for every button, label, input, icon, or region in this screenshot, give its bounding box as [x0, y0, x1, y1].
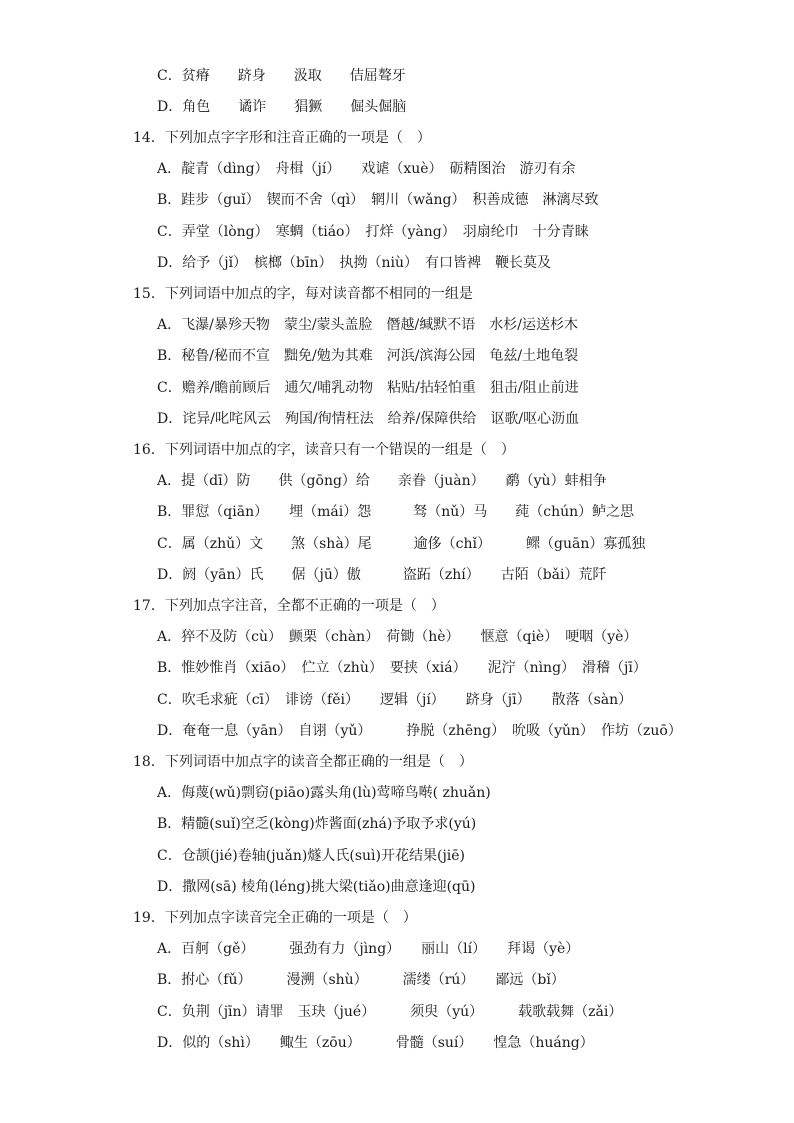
option-line: A．提（dī）防 供（gōng）给 亲眷（juàn） 鹬（yù）蚌相争	[157, 473, 607, 489]
option-line: D．奄奄一息（yān） 自诩（yǔ） 挣脱（zhēng） 吮吸（yǔn） 作坊（zuō）	[157, 723, 682, 739]
option-line: A．猝不及防（cù） 颤栗（chàn） 荷锄（hè） 惬意（qiè） 哽咽（yè）	[157, 629, 638, 645]
option-line: C．贫瘠 跻身 汲取 佶屈聱牙	[157, 68, 406, 84]
question-line: 18．下列词语中加点字的读音全都正确的一组是（ ）	[133, 754, 473, 770]
option-line: D．撒网(sā) 棱角(léng)挑大梁(tiǎo)曲意逢迎(qū)	[157, 879, 476, 895]
option-line: D．似的（shì） 鲰生（zōu） 骨髓（suí） 惶急（huáng）	[157, 1035, 594, 1051]
question-line: 19．下列加点字读音完全正确的一项是（ ）	[133, 910, 417, 926]
option-line: B．跬步（guǐ） 锲而不舍（qì） 辋川（wǎng） 积善成德 淋漓尽致	[157, 192, 599, 208]
option-line: C．负荆（jīn）请罪 玉玦（jué） 须臾（yú） 载歌载舞（zǎi）	[157, 1004, 623, 1020]
option-line: A．靛青（dìng） 舟楫（jí） 戏谑（xuè） 砺精图治 游刃有余	[157, 161, 576, 177]
question-line: 16．下列词语中加点的字，读音只有一个错误的一组是（ ）	[133, 442, 515, 458]
option-line: C．属（zhǔ）文 煞（shà）尾 逾侈（chǐ） 鳏（guān）寡孤独	[157, 536, 646, 552]
option-line: D．诧异/叱咤风云 殉国/徇情枉法 给养/保障供给 讴歌/呕心沥血	[157, 411, 580, 427]
option-line: C．弄堂（lòng） 寒蜩（tiáo） 打烊（yàng） 羽扇纶巾 十分青睐	[157, 224, 589, 240]
option-line: A．侮蔑(wǔ)剽窃(piāo)露头角(lù)莺啼鸟啭( zhuǎn)	[157, 785, 491, 801]
option-line: B．惟妙惟肖（xiāo） 伫立（zhù） 要挟（xiá） 泥泞（nìng） 滑稽（jī）	[157, 660, 647, 676]
option-line: A．飞瀑/暴殄天物 蒙尘/蒙头盖脸 僭越/缄默不语 水杉/运送杉木	[157, 317, 578, 333]
option-line: A．百舸（gě） 强劲有力（jìng） 丽山（lí） 拜谒（yè）	[157, 941, 580, 957]
option-line: D．阏（yān）氏 倨（jū）傲 盗跖（zhí） 古陌（bǎi）荒阡	[157, 567, 607, 583]
option-line: C．吹毛求疵（cī） 诽谤（fěi） 逻辑（jí） 跻身（jī） 散落（sàn）	[157, 692, 633, 708]
option-line: C．赡养/瞻前顾后 逋欠/哺乳动物 粘贴/拈轻怕重 狙击/阻止前进	[157, 380, 579, 396]
option-line: C．仓颉(jié)卷轴(juǎn)燧人氏(suì)开花结果(jiē)	[157, 848, 466, 864]
question-line: 14．下列加点字字形和注音正确的一项是（ ）	[133, 130, 431, 146]
question-line: 17．下列加点字注音，全都不正确的一项是（ ）	[133, 598, 445, 614]
option-line: B．罪愆（qiān） 埋（mái）怨 驽（nǔ）马 莼（chún）鲈之思	[157, 504, 635, 520]
option-line: D．角色 谲诈 猖獗 倔头倔脑	[157, 99, 407, 115]
option-line: B．秘鲁/秘而不宣 黜免/勉为其难 河浜/滨海公园 龟兹/土地龟裂	[157, 348, 579, 364]
option-line: D．给予（jǐ） 槟榔（bīn） 执拗（niù） 有口皆裨 鞭长莫及	[157, 255, 552, 271]
question-line: 15．下列词语中加点的字，每对读音都不相同的一组是	[133, 286, 473, 302]
option-line: B．精髓(suǐ)空乏(kòng)炸酱面(zhá)予取予求(yú)	[157, 816, 477, 832]
option-line: B．拊心（fǔ） 漫溯（shù） 濡缕（rú） 鄙远（bǐ）	[157, 972, 565, 988]
